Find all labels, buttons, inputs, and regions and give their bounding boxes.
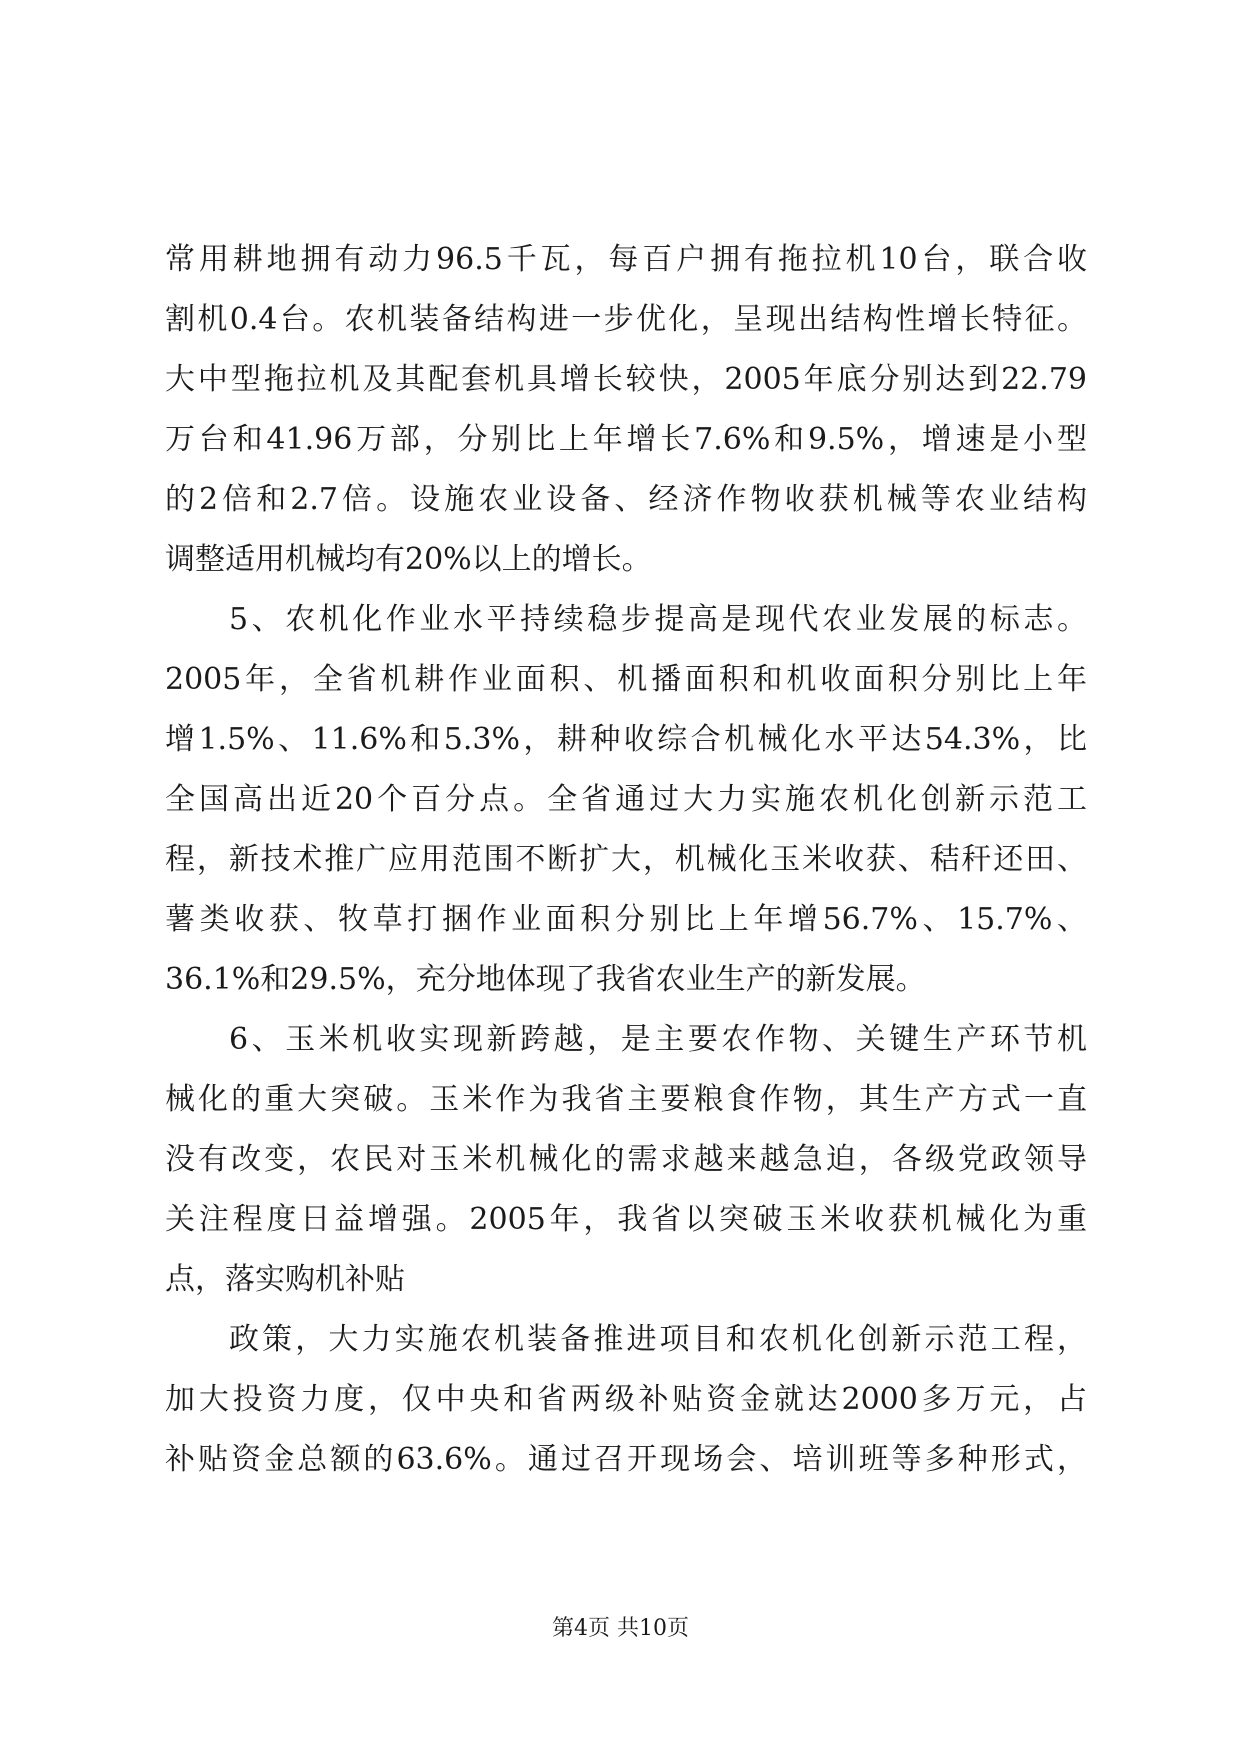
text-line: 万台和41.96万部，分别比上年增长7.6%和9.5%，增速是小型 [165, 422, 1087, 457]
text-line: 调整适用机械均有20%以上的增长。 [165, 542, 652, 577]
text-line: 5、农机化作业水平持续稳步提高是现代农业发展的标志。 [229, 602, 1087, 637]
text-line: 全国高出近20个百分点。全省通过大力实施农机化创新示范工 [165, 782, 1087, 817]
text-line: 薯类收获、牧草打捆作业面积分别比上年增56.7%、15.7%、 [165, 902, 1087, 937]
text-line: 2005年，全省机耕作业面积、机播面积和机收面积分别比上年 [165, 662, 1087, 697]
text-line: 补贴资金总额的63.6%。通过召开现场会、培训班等多种形式， [165, 1442, 1087, 1477]
text-line: 常用耕地拥有动力96.5千瓦，每百户拥有拖拉机10台，联合收 [165, 242, 1087, 277]
text-line: 没有改变，农民对玉米机械化的需求越来越急迫，各级党政领导 [165, 1142, 1087, 1177]
text-line: 点，落实购机补贴 [165, 1262, 405, 1297]
page-footer: 第4页 共10页 [552, 1616, 689, 1641]
text-line: 割机0.4台。农机装备结构进一步优化，呈现出结构性增长特征。 [165, 302, 1087, 337]
text-line: 加大投资力度，仅中央和省两级补贴资金就达2000多万元，占 [165, 1382, 1087, 1417]
text-line: 关注程度日益增强。2005年，我省以突破玉米收获机械化为重 [165, 1202, 1087, 1237]
text-line: 6、玉米机收实现新跨越，是主要农作物、关键生产环节机 [229, 1022, 1087, 1057]
text-line: 的2倍和2.7倍。设施农业设备、经济作物收获机械等农业结构 [165, 482, 1087, 517]
text-line: 增1.5%、11.6%和5.3%，耕种收综合机械化水平达54.3%，比 [165, 722, 1087, 757]
text-line: 械化的重大突破。玉米作为我省主要粮食作物，其生产方式一直 [165, 1082, 1087, 1117]
text-line: 程，新技术推广应用范围不断扩大，机械化玉米收获、秸秆还田、 [165, 842, 1087, 877]
text-line: 大中型拖拉机及其配套机具增长较快，2005年底分别达到22.79 [165, 362, 1087, 397]
text-line: 36.1%和29.5%，充分地体现了我省农业生产的新发展。 [165, 962, 926, 997]
text-line: 政策，大力实施农机装备推进项目和农机化创新示范工程， [229, 1322, 1087, 1357]
body-text [165, 230, 1087, 1490]
